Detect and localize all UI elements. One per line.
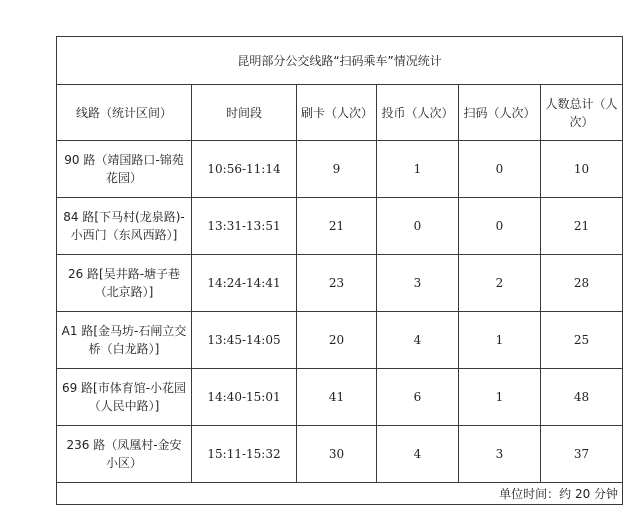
card-cell: 21 <box>297 198 377 255</box>
table-row <box>57 141 623 198</box>
card-cell: 9 <box>297 141 377 198</box>
route-cell: 69 路[市体育馆-小花园（人民中路）] <box>57 369 192 426</box>
scan-cell: 3 <box>459 426 541 483</box>
time-cell: 13:45-14:05 <box>192 312 297 369</box>
coin-cell: 1 <box>377 141 459 198</box>
route-cell: 26 路[吴井路-塘子巷（北京路）] <box>57 255 192 312</box>
statistics-sheet <box>56 36 622 505</box>
table-row <box>57 255 623 312</box>
unit-time-note: 单位时间：约 20 分钟 <box>57 483 623 505</box>
scan-cell: 1 <box>459 312 541 369</box>
table-row <box>57 312 623 369</box>
header-route: 线路（统计区间） <box>57 85 192 141</box>
total-cell: 10 <box>541 141 623 198</box>
time-cell: 13:31-13:51 <box>192 198 297 255</box>
card-cell: 30 <box>297 426 377 483</box>
coin-cell: 0 <box>377 198 459 255</box>
table-row <box>57 198 623 255</box>
coin-cell: 3 <box>377 255 459 312</box>
card-cell: 20 <box>297 312 377 369</box>
header-card: 刷卡（人次） <box>297 85 377 141</box>
table-row <box>57 369 623 426</box>
route-cell: 84 路[下马村(龙泉路)-小西门（东风西路）] <box>57 198 192 255</box>
card-cell: 41 <box>297 369 377 426</box>
header-coin: 投币（人次） <box>377 85 459 141</box>
total-cell: 48 <box>541 369 623 426</box>
table-row <box>57 426 623 483</box>
coin-cell: 4 <box>377 426 459 483</box>
time-cell: 14:40-15:01 <box>192 369 297 426</box>
bus-statistics-table <box>56 36 623 505</box>
route-cell: 90 路（靖国路口-锦苑花园） <box>57 141 192 198</box>
route-cell: 236 路（凤凰村-金安小区） <box>57 426 192 483</box>
route-cell: A1 路[金马坊-石闸立交桥（白龙路）] <box>57 312 192 369</box>
scan-cell: 0 <box>459 198 541 255</box>
scan-cell: 1 <box>459 369 541 426</box>
coin-cell: 6 <box>377 369 459 426</box>
time-cell: 10:56-11:14 <box>192 141 297 198</box>
scan-cell: 2 <box>459 255 541 312</box>
coin-cell: 4 <box>377 312 459 369</box>
scan-cell: 0 <box>459 141 541 198</box>
card-cell: 23 <box>297 255 377 312</box>
time-cell: 15:11-15:32 <box>192 426 297 483</box>
time-cell: 14:24-14:41 <box>192 255 297 312</box>
header-scan: 扫码（人次） <box>459 85 541 141</box>
total-cell: 21 <box>541 198 623 255</box>
header-total: 人数总计（人次） <box>541 85 623 141</box>
title-row <box>57 37 623 85</box>
table-title: 昆明部分公交线路“扫码乘车”情况统计 <box>57 37 623 85</box>
total-cell: 28 <box>541 255 623 312</box>
header-time: 时间段 <box>192 85 297 141</box>
footer-row <box>57 483 623 505</box>
total-cell: 25 <box>541 312 623 369</box>
total-cell: 37 <box>541 426 623 483</box>
header-row <box>57 85 623 141</box>
